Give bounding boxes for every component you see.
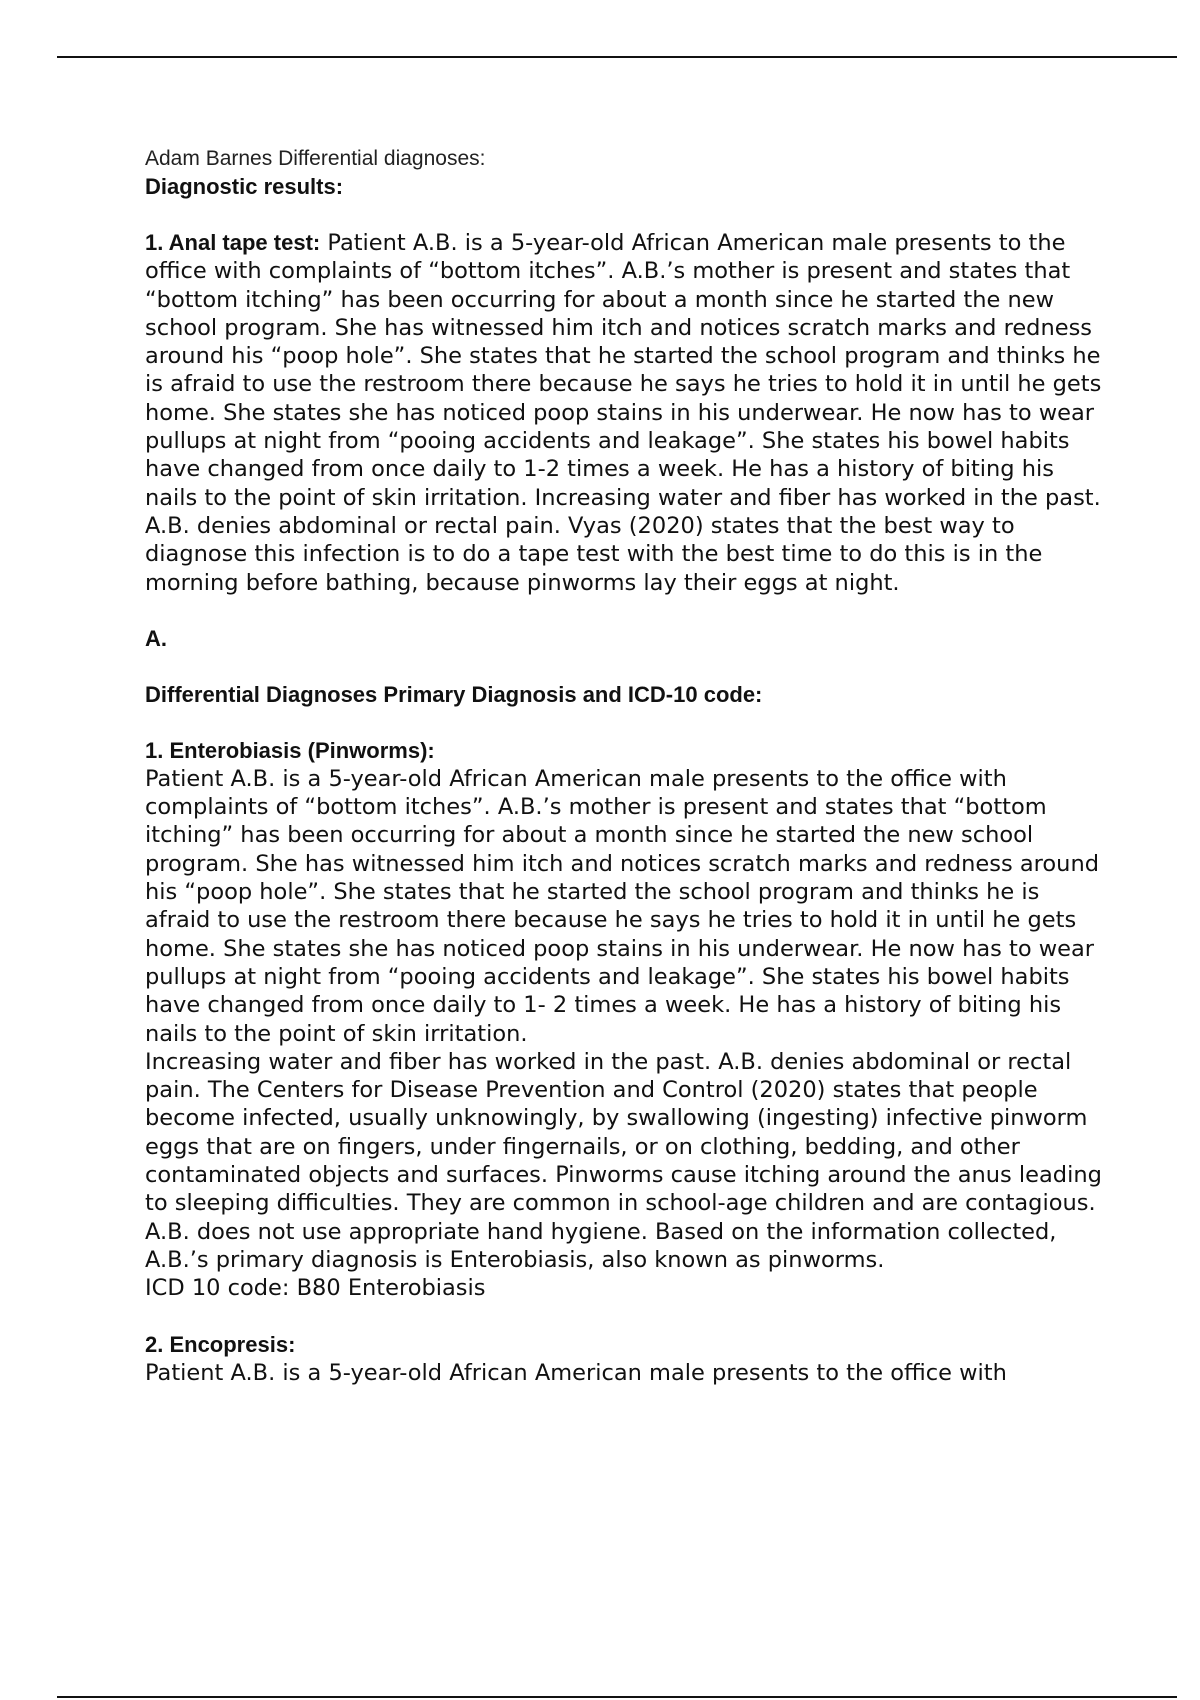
anal-tape-test-paragraph — [145, 229, 1105, 597]
enterobiasis-heading: 1. Enterobiasis (Pinworms): — [145, 737, 435, 763]
anal-tape-test-label: 1. Anal tape test: — [145, 230, 321, 255]
top-rule — [57, 56, 1177, 58]
bottom-rule — [57, 1696, 1177, 1698]
spacer — [145, 709, 1105, 737]
differential-diagnoses-heading: Differential Diagnoses Primary Diagnosis and ICD-10 code: — [145, 681, 763, 707]
document-body — [145, 145, 1105, 1387]
spacer — [145, 597, 1105, 625]
section-a-label: A. — [145, 625, 167, 651]
encopresis-paragraph-1: Patient A.B. is a 5-year-old African American male presents to the office with — [145, 1359, 1007, 1386]
enterobiasis-paragraph-1: Patient A.B. is a 5-year-old African American male presents to the office with complaints of “bottom itches”. A.B.’s mother is present and states that “bottom itching” has been occurring for about a month since he started the new school program. She has witnessed him itch and notices scratch marks and redness around his “poop hole”. She states that he started the school program and thinks he is afraid to use the restroom there because he says he tries to hold it in until he gets home. She states she has noticed poop stains in his underwear. He now has to wear pullups at night from “pooing accidents and leakage”. She states his bowel habits have changed from once daily to 1- 2 times a week. He has a history of biting his nails to the point of skin irritation. — [145, 765, 1099, 1047]
diagnostic-results-heading: Diagnostic results: — [145, 174, 344, 199]
anal-tape-test-text: Patient A.B. is a 5-year-old African American male presents to the office with complaints of “bottom itches”. A.B.’s mother is present and states that “bottom itching” has been occurring for about a month since he started the new school program. She has witnessed him itch and notices scratch marks and redness around his “poop hole”. She states that he started the school program and thinks he is afraid to use the restroom there because he says he tries to hold it in until he gets home. She states she has noticed poop stains in his underwear. He now has to wear pullups at night from “pooing accidents and leakage”. She states his bowel habits have changed from once daily to 1-2 times a week. He has a history of biting his nails to the point of skin irritation. Increasing water and fiber has worked in the past. A.B. denies abdominal or rectal pain. Vyas (2020) states that the best way to diagnose this infection is to do a tape test with the best time to do this is in the morning before bathing, because pinworms lay their eggs at night. — [145, 230, 1102, 596]
spacer — [145, 653, 1105, 681]
document-title: Adam Barnes Differential diagnoses: — [145, 147, 486, 170]
spacer — [145, 201, 1105, 229]
enterobiasis-paragraph-2: Increasing water and fiber has worked in the past. A.B. denies abdominal or rectal pain. The Centers for Disease Prevention and Control (2020) states that people become infected, usually unknowingly, by swallowing (ingesting) infective pinworm eggs that are on fingers, under fingernails, or on clothing, bedding, and other contaminated objects and surfaces. Pinworms cause itching around the anus leading to sleeping difficulties. They are common in school-age children and are contagious. A.B. does not use appropriate hand hygiene. Based on the information collected, A.B.’s primary diagnosis is Enterobiasis, also known as pinworms. — [145, 1048, 1102, 1273]
spacer — [145, 1303, 1105, 1331]
enterobiasis-icd-code: ICD 10 code: B80 Enterobiasis — [145, 1275, 486, 1302]
encopresis-heading: 2. Encopresis: — [145, 1331, 296, 1357]
